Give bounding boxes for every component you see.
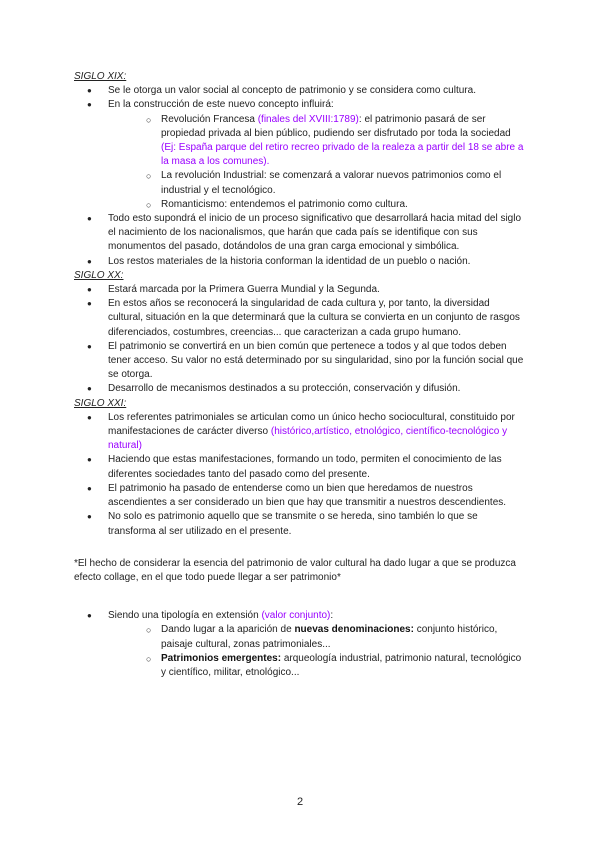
- text-run: arqueología industrial, patrimonio natural, tecnológico y científico, militar, etnológico...: [161, 652, 522, 678]
- sublist-typology: [108, 623, 524, 680]
- list-siglo-xix: [74, 84, 524, 269]
- sublist-item: ○ Romanticismo: entendemos el patrimonio como cultura.: [146, 198, 524, 212]
- heading-siglo-xx: SIGLO XX:: [74, 269, 124, 281]
- text-run: Revolución Francesa: [161, 113, 258, 125]
- list-siglo-xxi: [74, 411, 524, 539]
- list-item: ● El patrimonio se convertirá en un bien común que pertenece a todos y al que todos deben tener acceso. Su valor no está determinado por su singularidad, sino por la función social que se otorga.: [74, 340, 524, 383]
- sublist-item: ○ La revolución Industrial: se comenzará a valorar nuevos patrimonios como el industrial y el tecnológico.: [146, 169, 524, 197]
- text-run: Dando lugar a la aparición de: [161, 624, 295, 636]
- text-run: conjunto histórico, paisaje cultural, zonas patrimoniales...: [161, 624, 498, 650]
- list-item: [74, 609, 524, 680]
- sublist-item: [146, 113, 524, 170]
- sublist-item: [146, 623, 524, 651]
- heading-siglo-xix: SIGLO XIX:: [74, 71, 127, 82]
- list-item: ● Todo esto supondrá el inicio de un proceso significativo que desarrollará hacia mitad del siglo el nacimiento de los nacionalismos, que harán que cada país se identifique con sus monumentos del pasado, dotándolos de una gran carga emocional y simbólica.: [74, 212, 524, 255]
- collage-note: *El hecho de considerar la esencia del patrimonio de valor cultural ha dado lugar a que se produzca efecto collage, en el que todo puede llegar a ser patrimonio*: [74, 557, 516, 583]
- text-run: Siendo una tipología en extensión: [108, 610, 262, 622]
- heading-siglo-xxi: SIGLO XXI:: [74, 397, 127, 409]
- list-item: ● Se le otorga un valor social al concepto de patrimonio y se considera como cultura.: [74, 84, 524, 98]
- page-number: 2: [296, 796, 304, 808]
- bold-term: Patrimonios emergentes:: [161, 652, 282, 664]
- list-item: ● En estos años se reconocerá la singularidad de cada cultura y, por tanto, la diversidad cultural, situación en la que determinará que la cultura se convierta en un conjunto de rasgos diferenciados, costumbres, creencias... que caracterizan a cada grupo humano.: [74, 297, 524, 340]
- list-item: ● Los restos materiales de la historia conforman la identidad de un pueblo o nación.: [74, 255, 524, 269]
- list-item: ● Desarrollo de mecanismos destinados a su protección, conservación y difusión.: [74, 382, 524, 396]
- list-item: ● Haciendo que estas manifestaciones, formando un todo, permiten el conocimiento de las diferentes sociedades tanto del pasado como del presente.: [74, 453, 524, 481]
- text-run: : el patrimonio pasará de ser propiedad privada al bien público, pudiendo ser disfrutado por toda la sociedad: [161, 113, 511, 139]
- list-item: [74, 411, 524, 454]
- list-siglo-xx: [74, 283, 524, 397]
- bold-term: nuevas denominaciones:: [294, 624, 414, 636]
- highlight-text: (valor conjunto): [261, 610, 331, 622]
- highlight-text: (Ej: España parque del retiro recreo privado de la realeza a partir del 18 se abre a la masa a los comunes).: [161, 142, 524, 168]
- sublist-item: [146, 652, 524, 680]
- spacer: [74, 595, 524, 609]
- list-item: ● El patrimonio ha pasado de entenderse como un bien que heredamos de nuestros ascendientes a ser considerado un bien que hay que transmitir a nuestros descendientes.: [74, 482, 524, 510]
- text-run: :: [330, 610, 334, 622]
- list-item: ● Estará marcada por la Primera Guerra Mundial y la Segunda.: [74, 283, 524, 297]
- list-item-text: En la construcción de este nuevo concepto influirá:: [108, 99, 334, 111]
- highlight-text: (histórico,artístico, etnológico, científico-tecnológico y natural): [108, 426, 508, 452]
- list-item: ● No solo es patrimonio aquello que se transmite o se hereda, sino también lo que se transforma al ser utilizado en el presente.: [74, 510, 524, 538]
- page-content: [74, 70, 524, 680]
- text-run: Los referentes patrimoniales se articulan como un único hecho sociocultural, constituido por manifestaciones de carácter diverso: [108, 411, 515, 438]
- list-item: [74, 98, 524, 212]
- list-typology: [74, 609, 524, 680]
- sublist-influences: [108, 113, 524, 212]
- highlight-text: (finales del XVIII:1789): [257, 113, 359, 125]
